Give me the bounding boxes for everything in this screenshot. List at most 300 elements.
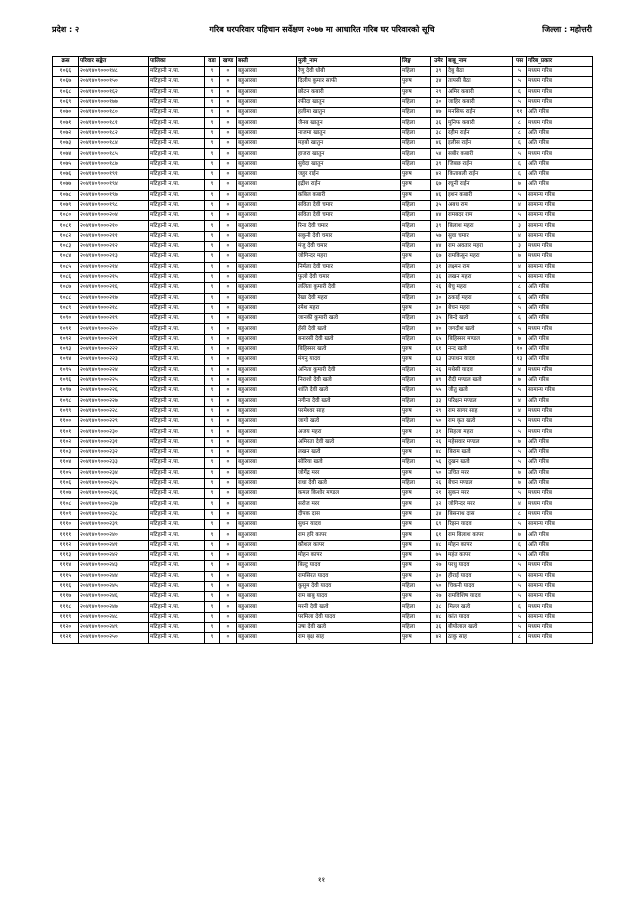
table-cell: बहुआरबा <box>237 159 297 169</box>
table-cell: मध्यम गरिब <box>527 87 593 97</box>
table-row <box>53 417 593 427</box>
table-cell: मटिहानी न.पा. <box>149 396 205 406</box>
table-cell: २०४१४०९०००२२६ <box>79 386 149 396</box>
table-cell: नाजमा खातुन <box>297 128 401 138</box>
table-row <box>53 561 593 571</box>
table-cell: ५४ <box>431 149 447 159</box>
table-cell: ११०३ <box>53 447 79 457</box>
table-cell: ० <box>220 118 237 128</box>
table-cell: अति गरिब <box>527 159 593 169</box>
table-cell: बहुआरबा <box>237 571 297 581</box>
table-row <box>53 633 593 643</box>
table-cell: ० <box>220 159 237 169</box>
table-row <box>53 520 593 530</box>
table-cell: मटिहानी न.पा. <box>149 303 205 313</box>
table-cell: अमिर कबारी <box>447 87 513 97</box>
table-cell: ५ <box>513 561 527 571</box>
table-cell: १०७४ <box>53 149 79 159</box>
table-cell: सामान्य गरिब <box>527 211 593 221</box>
table-row <box>53 293 593 303</box>
table-cell: बनारसी देवी खत्वे <box>297 334 401 344</box>
table-cell: सामान्य गरिब <box>527 200 593 210</box>
table-cell: बहुआरबा <box>237 602 297 612</box>
table-cell: ६ <box>513 139 527 149</box>
table-cell: ५ <box>513 520 527 530</box>
table-cell: ९ <box>205 169 220 179</box>
table-cell: ४ <box>513 262 527 272</box>
table-cell: सिहला महरा <box>447 427 513 437</box>
table-row <box>53 345 593 355</box>
table-cell: अति गरिब <box>527 139 593 149</box>
table-cell: ० <box>220 293 237 303</box>
table-cell: ९ <box>205 520 220 530</box>
table-cell: ४ <box>513 499 527 509</box>
table-cell: मटिहानी न.पा. <box>149 427 205 437</box>
table-cell: बहुआरबा <box>237 190 297 200</box>
table-cell: २०४१४०९०००२३६ <box>79 489 149 499</box>
table-cell: ७ <box>513 530 527 540</box>
table-cell: सामान्य गरिब <box>527 520 593 530</box>
table-cell: महिला <box>401 293 431 303</box>
table-row <box>53 509 593 519</box>
table-cell: बहुआरबा <box>237 509 297 519</box>
table-cell: बहुआरबा <box>237 489 297 499</box>
table-cell: पुरुष <box>401 87 431 97</box>
table-cell: ७ <box>513 334 527 344</box>
table-cell: पुरुष <box>401 550 431 560</box>
table-cell: मटिहानी न.पा. <box>149 293 205 303</box>
table-cell: १०६७ <box>53 77 79 87</box>
table-cell: पुरुष <box>401 190 431 200</box>
table-cell: २७ <box>431 561 447 571</box>
table-cell: ४ <box>513 396 527 406</box>
column-header: खण्ड <box>220 57 237 67</box>
table-cell: अति गरिब <box>527 396 593 406</box>
table-cell: सामान्य गरिब <box>527 231 593 241</box>
table-cell: १०६६ <box>53 67 79 77</box>
table-cell: मटिहानी न.पा. <box>149 437 205 447</box>
table-cell: २१ <box>431 489 447 499</box>
table-cell: ५० <box>431 417 447 427</box>
table-cell: ० <box>220 77 237 87</box>
table-cell: बहुआरबा <box>237 262 297 272</box>
table-cell: ० <box>220 211 237 221</box>
table-cell: १०९६ <box>53 375 79 385</box>
table-cell: ० <box>220 530 237 540</box>
table-cell: ९ <box>205 561 220 571</box>
table-cell: ९ <box>205 417 220 427</box>
table-cell: ५० <box>431 468 447 478</box>
table-cell: १०७५ <box>53 159 79 169</box>
table-cell: मटिहानी न.पा. <box>149 571 205 581</box>
table-cell: मटिहानी न.पा. <box>149 314 205 324</box>
table-cell: बहुआरबा <box>237 623 297 633</box>
table-cell: ९ <box>205 365 220 375</box>
table-cell: पुरुष <box>401 509 431 519</box>
table-cell: १११७ <box>53 592 79 602</box>
table-row <box>53 87 593 97</box>
table-cell: ४९ <box>431 375 447 385</box>
table-cell: ० <box>220 633 237 643</box>
table-cell: पुरुष <box>401 447 431 457</box>
table-cell: ० <box>220 97 237 107</box>
table-cell: २०४१४०९०००१८५ <box>79 149 149 159</box>
table-row <box>53 623 593 633</box>
table-row <box>53 211 593 221</box>
table-cell: १०८४ <box>53 252 79 262</box>
table-cell: मटिहानी न.पा. <box>149 406 205 416</box>
table-cell: रिना देवी चमार <box>297 221 401 231</box>
table-cell: पुरुष <box>401 633 431 643</box>
table-cell: सामान्य गरिब <box>527 386 593 396</box>
table-cell: महिला <box>401 272 431 282</box>
table-cell: ४८ <box>431 447 447 457</box>
table-cell: ११२१ <box>53 633 79 643</box>
table-cell: ६ <box>513 87 527 97</box>
table-cell: महिला <box>401 67 431 77</box>
table-row <box>53 386 593 396</box>
table-cell: मध्यम गरिब <box>527 499 593 509</box>
table-cell: महिला <box>401 375 431 385</box>
table-cell: मटिहानी न.पा. <box>149 458 205 468</box>
table-cell: ४६ <box>431 190 447 200</box>
table-cell: ३ <box>513 221 527 231</box>
table-cell: ० <box>220 581 237 591</box>
table-cell: ११०६ <box>53 478 79 488</box>
table-cell: बहुआरबा <box>237 334 297 344</box>
table-cell: ५ <box>513 97 527 107</box>
table-cell: ९ <box>205 447 220 457</box>
table-cell: २०४१४०९०००१८७ <box>79 159 149 169</box>
table-cell: २०४१४०९०००२१० <box>79 221 149 231</box>
table-row <box>53 427 593 437</box>
table-cell: मंजु देवी चमार <box>297 242 401 252</box>
table-cell: २०४१४०९०००२३४ <box>79 468 149 478</box>
table-cell: ० <box>220 355 237 365</box>
table-cell: ० <box>220 283 237 293</box>
table-cell: बहुआरबा <box>237 386 297 396</box>
table-cell: बिहिस्सर खत्वे <box>297 345 401 355</box>
table-cell: जगदीश खत्वे <box>447 324 513 334</box>
table-cell: ३५ <box>431 314 447 324</box>
table-cell: १०९२ <box>53 334 79 344</box>
table-cell: मध्यम गरिब <box>527 633 593 643</box>
table-cell: ० <box>220 602 237 612</box>
table-cell: २०४१४०९०००२४५ <box>79 581 149 591</box>
table-cell: अति गरिब <box>527 169 593 179</box>
table-cell: मध्यम गरिब <box>527 77 593 87</box>
table-cell: ९ <box>205 128 220 138</box>
table-cell: बहुआरबा <box>237 211 297 221</box>
table-cell: महिला <box>401 314 431 324</box>
table-cell: ५७ <box>431 231 447 241</box>
table-cell: ललिता कुमारी देवी <box>297 283 401 293</box>
table-cell: २०४१४०९०००१८२ <box>79 128 149 138</box>
table-cell: सुवा चमार <box>447 231 513 241</box>
table-cell: ० <box>220 365 237 375</box>
table-cell: ९ <box>205 149 220 159</box>
table-cell: १११८ <box>53 602 79 612</box>
table-cell: ० <box>220 324 237 334</box>
table-cell: १० <box>513 345 527 355</box>
table-cell: मटिहानी न.पा. <box>149 262 205 272</box>
table-cell: ० <box>220 427 237 437</box>
table-cell: महिला <box>401 262 431 272</box>
table-row <box>53 375 593 385</box>
table-cell: १०८२ <box>53 231 79 241</box>
table-row <box>53 272 593 282</box>
table-cell: बहुआरबा <box>237 252 297 262</box>
table-cell: अति गरिब <box>527 314 593 324</box>
table-cell: ६१ <box>431 530 447 540</box>
table-cell: ५ <box>513 67 527 77</box>
table-cell: जहुर राईन <box>297 169 401 179</box>
table-cell: ६३ <box>431 355 447 365</box>
table-cell: पुरुष <box>401 489 431 499</box>
table-cell: २७ <box>431 592 447 602</box>
table-cell: ९ <box>205 252 220 262</box>
table-cell: महिला <box>401 283 431 293</box>
table-cell: ३५ <box>431 200 447 210</box>
table-cell: छोटन कबारी <box>297 87 401 97</box>
table-cell: रौदी मण्डल खत्वे <box>447 375 513 385</box>
table-cell: सामान्य गरिब <box>527 571 593 581</box>
table-cell: ३९ <box>431 67 447 77</box>
table-cell: २०४१४०९०००१९८ <box>79 200 149 210</box>
column-header: पस <box>513 57 527 67</box>
table-cell: १०८९ <box>53 303 79 313</box>
table-cell: ३६ <box>431 118 447 128</box>
table-cell: बहुआरबा <box>237 242 297 252</box>
table-cell: राम बिलाश कापर <box>447 530 513 540</box>
table-cell: ९ <box>205 623 220 633</box>
table-cell: १०९८ <box>53 396 79 406</box>
table-cell: १११४ <box>53 561 79 571</box>
table-cell: ० <box>220 200 237 210</box>
table-cell: मटिहानी न.पा. <box>149 242 205 252</box>
table-cell: ९ <box>205 324 220 334</box>
table-cell: ६ <box>513 169 527 179</box>
table-cell: ५ <box>513 386 527 396</box>
table-cell: ० <box>220 242 237 252</box>
table-cell: मटिहानी न.पा. <box>149 159 205 169</box>
table-cell: ६ <box>513 159 527 169</box>
table-cell: बहुआरबा <box>237 406 297 416</box>
table-cell: मटिहानी न.पा. <box>149 417 205 427</box>
table-cell: महिला <box>401 386 431 396</box>
table-cell: महिला <box>401 108 431 118</box>
table-cell: ९ <box>205 437 220 447</box>
table-cell: १११६ <box>53 581 79 591</box>
table-cell: १०८६ <box>53 272 79 282</box>
table-cell: ० <box>220 406 237 416</box>
table-cell: १०८१ <box>53 221 79 231</box>
table-cell: कुसुम देवी यादव <box>297 581 401 591</box>
table-cell: १०८३ <box>53 242 79 252</box>
table-cell: २०४१४०९०००२४३ <box>79 561 149 571</box>
table-cell: ६ <box>513 540 527 550</box>
table-cell: अति गरिब <box>527 530 593 540</box>
table-cell: बहुआरबा <box>237 324 297 334</box>
table-cell: मिल्ल खत्वे <box>447 602 513 612</box>
table-cell: ९ <box>205 458 220 468</box>
table-cell: पुरुष <box>401 427 431 437</box>
table-cell: इशन कबारी <box>447 190 513 200</box>
table-cell: ९ <box>205 355 220 365</box>
table-row <box>53 180 593 190</box>
table-cell: बेचन महरा <box>447 303 513 313</box>
table-cell: सविता देवी चमार <box>297 211 401 221</box>
table-cell: ८ <box>513 283 527 293</box>
table-cell: बहुआरबा <box>237 128 297 138</box>
table-cell: २०४१४०९०००१६२ <box>79 87 149 97</box>
table-cell: २०४१४०९०००१८४ <box>79 139 149 149</box>
table-cell: ९ <box>205 345 220 355</box>
table-cell: २९ <box>431 406 447 416</box>
table-cell: बहुआरबा <box>237 375 297 385</box>
table-cell: २०४१४०९०००१४८ <box>79 67 149 77</box>
table-cell: बहुआरबा <box>237 221 297 231</box>
table-cell: उपाधन यादव <box>447 355 513 365</box>
table-cell: मटिहानी न.पा. <box>149 169 205 179</box>
table-cell: १०७८ <box>53 190 79 200</box>
table-cell: २०४१४०९०००२१४ <box>79 262 149 272</box>
table-cell: बहुआरबा <box>237 437 297 447</box>
table-cell: कौशल कापर <box>297 540 401 550</box>
table-cell: सुधन यादव <box>297 520 401 530</box>
table-cell: सामान्य गरिब <box>527 581 593 591</box>
table-cell: १०७१ <box>53 118 79 128</box>
table-row <box>53 108 593 118</box>
table-cell: मध्यम गरिब <box>527 406 593 416</box>
table-cell: महिला <box>401 159 431 169</box>
table-cell: मटिहानी न.पा. <box>149 283 205 293</box>
table-row <box>53 571 593 581</box>
table-cell: मध्यम गरिब <box>527 489 593 499</box>
table-cell: ९ <box>205 272 220 282</box>
table-cell: बहुआरबा <box>237 149 297 159</box>
table-cell: बहुआरबा <box>237 520 297 530</box>
table-body <box>53 67 593 644</box>
table-cell: १०९१ <box>53 324 79 334</box>
table-cell: मटिहानी न.पा. <box>149 612 205 622</box>
table-cell: पुरुष <box>401 540 431 550</box>
table-cell: मोहन कापर <box>297 550 401 560</box>
table-cell: सुकन मरर <box>447 489 513 499</box>
table-cell: मटिहानी न.पा. <box>149 149 205 159</box>
table-cell: २०४१४०९०००२२३ <box>79 355 149 365</box>
table-cell: २०४१४०९०००२४२ <box>79 550 149 560</box>
table-cell: अति गरिब <box>527 180 593 190</box>
table-cell: बहुआरबा <box>237 581 297 591</box>
table-cell: मटिहानी न.पा. <box>149 375 205 385</box>
table-cell: जाहिर कबारी <box>447 97 513 107</box>
table-cell: ९ <box>205 530 220 540</box>
table-cell: २०४१४०९०००२४९ <box>79 623 149 633</box>
table-row <box>53 447 593 457</box>
table-cell: ० <box>220 149 237 159</box>
table-cell: ३६ <box>431 623 447 633</box>
table-cell: ११ <box>513 108 527 118</box>
table-cell: ९ <box>205 540 220 550</box>
table-cell: पुरुष <box>401 520 431 530</box>
table-cell: ८ <box>513 509 527 519</box>
table-cell: मटिहानी न.पा. <box>149 561 205 571</box>
table-cell: सामान्य गरिब <box>527 221 593 231</box>
table-cell: मटिहानी न.पा. <box>149 520 205 530</box>
table-cell: बिसनाथ दास <box>447 509 513 519</box>
table-cell: रामबदर राम <box>447 211 513 221</box>
table-cell: ४ <box>513 365 527 375</box>
table-cell: ० <box>220 303 237 313</box>
table-cell: मरनी देवी खत्वे <box>297 602 401 612</box>
table-cell: ९ <box>205 190 220 200</box>
table-row <box>53 355 593 365</box>
table-cell: पुरुष <box>401 406 431 416</box>
table-cell: बहुआरबा <box>237 550 297 560</box>
table-cell: २०४१४०९०००२२१ <box>79 334 149 344</box>
table-cell: ० <box>220 139 237 149</box>
table-cell: दुखन खत्वे <box>447 458 513 468</box>
table-cell: १०८० <box>53 211 79 221</box>
table-cell: मुनिफ कबारी <box>447 118 513 128</box>
table-cell: २०४१४०९०००२२८ <box>79 406 149 416</box>
table-row <box>53 581 593 591</box>
table-cell: ९ <box>205 97 220 107</box>
table-cell: नन्द खत्वे <box>447 345 513 355</box>
table-cell: अति गरिब <box>527 128 593 138</box>
table-cell: १०९५ <box>53 365 79 375</box>
table-cell: पुरुष <box>401 252 431 262</box>
table-cell: ५ <box>513 417 527 427</box>
table-cell: २०४१४०९०००२२० <box>79 324 149 334</box>
table-cell: ० <box>220 231 237 241</box>
table-cell: २०४१४०९०००२२९ <box>79 417 149 427</box>
table-cell: ठाकु साह <box>447 633 513 643</box>
table-cell: मध्यम गरिब <box>527 509 593 519</box>
table-cell: ३४ <box>431 77 447 87</box>
table-cell: ११०१ <box>53 427 79 437</box>
table-cell: बहुआरबा <box>237 355 297 365</box>
table-row <box>53 396 593 406</box>
table-cell: २०४१४०९०००२१२ <box>79 242 149 252</box>
province-label: प्रदेश : २ <box>52 25 80 34</box>
table-cell: अति गरिब <box>527 108 593 118</box>
table-cell: ० <box>220 169 237 179</box>
table-cell: परधु यादव <box>447 561 513 571</box>
table-cell: ४६ <box>431 139 447 149</box>
table-cell: हाजरा खातुन <box>297 149 401 159</box>
table-cell: अति गरिब <box>527 283 593 293</box>
table-cell: पुरुष <box>401 303 431 313</box>
table-row <box>53 262 593 272</box>
table-cell: बहुआरबा <box>237 139 297 149</box>
table-cell: बहुआरबा <box>237 97 297 107</box>
column-header: पालिका <box>149 57 205 67</box>
table-cell: ५६ <box>431 458 447 468</box>
table-cell: ० <box>220 375 237 385</box>
table-cell: ० <box>220 437 237 447</box>
table-cell: लखन महरा <box>447 272 513 282</box>
table-row <box>53 365 593 375</box>
table-cell: महबो खातुन <box>297 139 401 149</box>
table-cell: हँसी देवी खत्वे <box>297 324 401 334</box>
table-cell: ९ <box>205 633 220 643</box>
table-cell: सुवेदा खातुन <box>297 159 401 169</box>
table-cell: २०४१४०९०००१९१ <box>79 169 149 179</box>
table-cell: महेसवार मण्डल <box>447 437 513 447</box>
table-cell: मध्यम गरिब <box>527 602 593 612</box>
